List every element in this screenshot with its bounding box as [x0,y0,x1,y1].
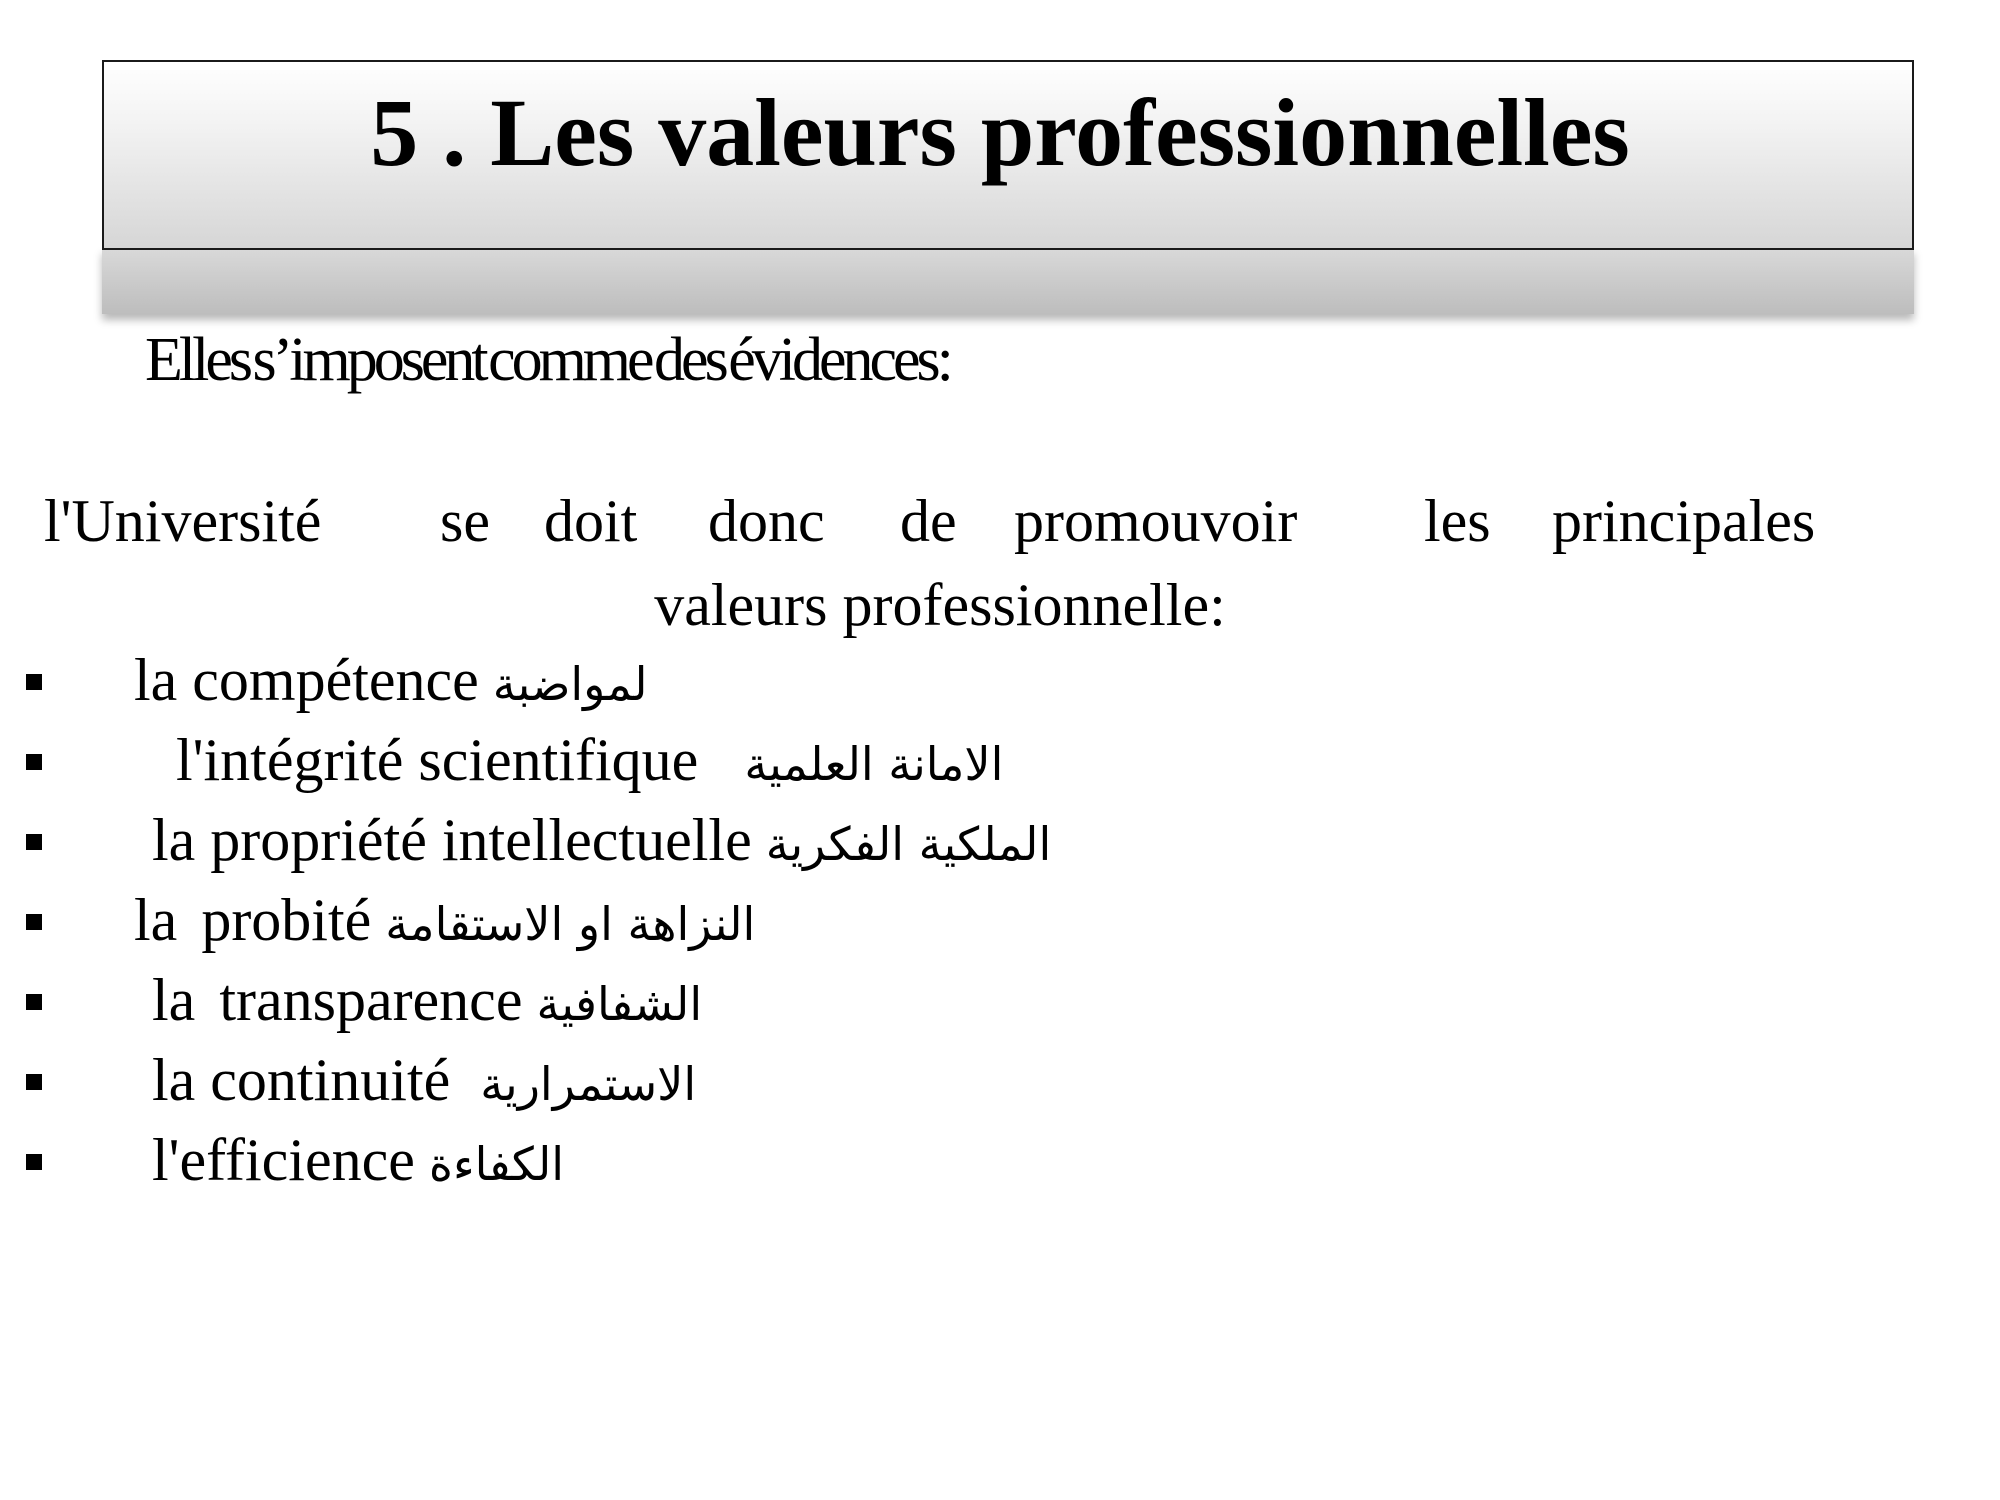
square-bullet-icon [26,914,42,930]
intro-word: se [440,488,490,554]
square-bullet-icon [26,674,42,690]
intro-word: principales [1552,488,1816,554]
bullet-ar: لمواضبة [492,657,648,711]
title-bar-shadow [102,248,1914,314]
square-bullet-icon [26,1074,42,1090]
bullet-fr: l'intégrité scientifique [176,727,699,793]
bullet-fr-2: transparence [219,967,523,1033]
bullet-ar: الشفافية [536,977,703,1031]
intro-word: l'Université [44,488,322,554]
intro-word: les [1424,488,1491,554]
bullet-ar: الكفاءة [428,1137,565,1191]
bullet-fr: l'efficience [152,1127,415,1193]
list-item [0,1120,1400,1200]
bullet-fr: la continuité [152,1047,451,1113]
square-bullet-icon [26,994,42,1010]
bullet-ar: الاستمرارية [480,1057,697,1111]
bullet-ar: النزاهة او الاستقامة [385,897,756,951]
intro-word: doit [544,488,638,554]
square-bullet-icon [26,754,42,770]
slide-subtitle: Elles s’imposent comme des évidences: [145,326,950,394]
list-item [0,720,1400,800]
list-item [0,880,1400,960]
intro-line-2: valeurs professionnelle: [654,572,1226,638]
bullet-fr: la [152,967,196,1033]
intro-word: promouvoir [1014,488,1298,554]
square-bullet-icon [26,834,42,850]
list-item [0,800,1400,880]
bullet-ar: الملكية الفكرية [765,817,1052,871]
list-item [0,960,1400,1040]
slide-title: 5 . Les valeurs professionnelles [370,79,1630,186]
intro-word: donc [708,488,825,554]
bullet-fr-2: probité [201,887,372,953]
square-bullet-icon [26,1154,42,1170]
list-item [0,640,1400,720]
bullet-fr: la [134,887,178,953]
bullet-fr: la propriété intellectuelle [152,807,752,873]
bullet-ar: الامانة العلمية [744,737,1004,791]
bullet-fr: la compétence [134,647,479,713]
intro-word: de [900,488,957,554]
list-item [0,1040,1400,1120]
